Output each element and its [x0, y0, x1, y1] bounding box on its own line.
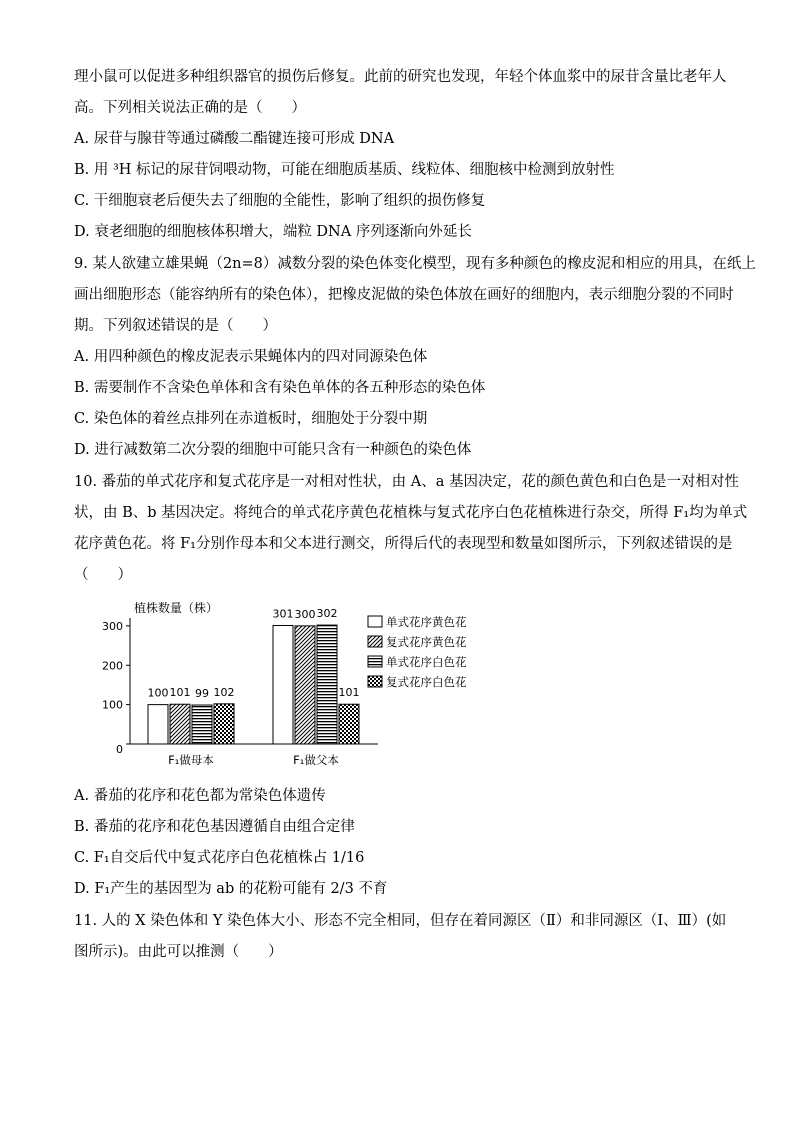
q10-stem-line-4: （ ） — [74, 567, 132, 583]
q8-option-c: C. 干细胞衰老后便失去了细胞的全能性，影响了组织的损伤修复 — [74, 193, 486, 209]
bar-chart-test-cross — [86, 598, 506, 776]
q11-stem-line-2: 图所示)。由此可以推测（ ） — [74, 944, 283, 960]
legend-label: 单式花序白色花 — [386, 655, 467, 669]
q9-stem-line-3: 期。下列叙述错误的是（ ） — [74, 318, 277, 334]
q10-option-c: C. F₁自交后代中复式花序白色花植株占 1/16 — [74, 850, 365, 866]
q8-stem-line-2: 高。下列相关说法正确的是（ ） — [74, 100, 306, 116]
q9-stem-line-2: 画出细胞形态（能容纳所有的染色体），把橡皮泥做的染色体放在画好的细胞内，表示细胞分裂的不同时 — [74, 287, 734, 303]
q11-stem-line-1: 11. 人的 X 染色体和 Y 染色体大小、形态不完全相同，但存在着同源区（Ⅱ）和非同源区（Ⅰ、Ⅲ）(如 — [74, 913, 727, 929]
q8-option-b: B. 用 ³H 标记的尿苷饲喂动物，可能在细胞质基质、线粒体、细胞核中检测到放射性 — [74, 162, 615, 178]
bar-value-label: 300 — [294, 607, 316, 621]
x-category-label: F₁做父本 — [293, 753, 339, 767]
bar-value-label: 101 — [169, 686, 191, 700]
bar-value-label: 101 — [338, 686, 360, 700]
bar-value-label: 302 — [316, 607, 338, 621]
q9-option-b: B. 需要制作不含染色单体和含有染色单体的各五种形态的染色体 — [74, 380, 486, 396]
q9-option-c: C. 染色体的着丝点排列在赤道板时，细胞处于分裂中期 — [74, 411, 428, 427]
legend-swatch — [368, 656, 382, 667]
bar — [339, 704, 359, 744]
y-tick-label: 300 — [102, 619, 123, 633]
legend-swatch — [368, 676, 382, 687]
q10-option-a: A. 番茄的花序和花色都为常染色体遗传 — [74, 788, 326, 804]
q10-stem-line-1: 10. 番茄的单式花序和复式花序是一对相对性状，由 A、a 基因决定，花的颜色黄色和白色是一对相对性 — [74, 474, 739, 490]
legend-label: 复式花序黄色花 — [386, 635, 467, 649]
y-tick-label: 100 — [102, 698, 123, 712]
legend-swatch — [368, 636, 382, 647]
y-axis-label: 植株数量（株） — [134, 601, 219, 615]
q9-stem-line-1: 9. 某人欲建立雄果蝇（2n=8）减数分裂的染色体变化模型，现有多种颜色的橡皮泥和相应的用具，在纸上 — [74, 256, 756, 272]
bar — [170, 704, 190, 744]
legend-label: 单式花序黄色花 — [386, 615, 467, 629]
legend-swatch — [368, 616, 382, 627]
x-category-label: F₁做母本 — [168, 753, 214, 767]
y-tick-label: 200 — [102, 659, 123, 673]
q10-stem-line-3: 花序黄色花。将 F₁分别作母本和父本进行测交，所得后代的表现型和数量如图所示，下列叙述错误的是 — [74, 536, 733, 552]
q8-option-a: A. 尿苷与腺苷等通过磷酸二酯键连接可形成 DNA — [74, 131, 395, 147]
bar — [273, 625, 293, 744]
bar-value-label: 99 — [195, 687, 209, 701]
bar-value-label: 100 — [147, 686, 169, 700]
bar — [192, 705, 212, 744]
q10-option-b: B. 番茄的花序和花色基因遵循自由组合定律 — [74, 819, 355, 835]
q10-option-d: D. F₁产生的基因型为 ab 的花粉可能有 2/3 不育 — [74, 881, 388, 897]
legend-label: 复式花序白色花 — [386, 675, 467, 689]
q8-stem-line-1: 理小鼠可以促进多种组织器官的损伤后修复。此前的研究也发现，年轻个体血浆中的尿苷含量比老年人 — [74, 69, 727, 85]
y-tick-label: 0 — [116, 743, 123, 756]
q10-stem-line-2: 状，由 B、b 基因决定。将纯合的单式花序黄色花植株与复式花序白色花植株进行杂交，所得 F₁均为单式 — [74, 505, 748, 521]
q9-option-a: A. 用四种颜色的橡皮泥表示果蝇体内的四对同源染色体 — [74, 349, 428, 365]
q9-option-d: D. 进行减数第二次分裂的细胞中可能只含有一种颜色的染色体 — [74, 442, 472, 458]
bar-value-label: 301 — [272, 607, 294, 621]
bar — [295, 626, 315, 744]
bar — [214, 704, 234, 744]
q8-option-d: D. 衰老细胞的细胞核体积增大，端粒 DNA 序列逐渐向外延长 — [74, 224, 472, 240]
bar — [317, 625, 337, 744]
bar-value-label: 102 — [213, 685, 235, 699]
bar — [148, 705, 168, 744]
